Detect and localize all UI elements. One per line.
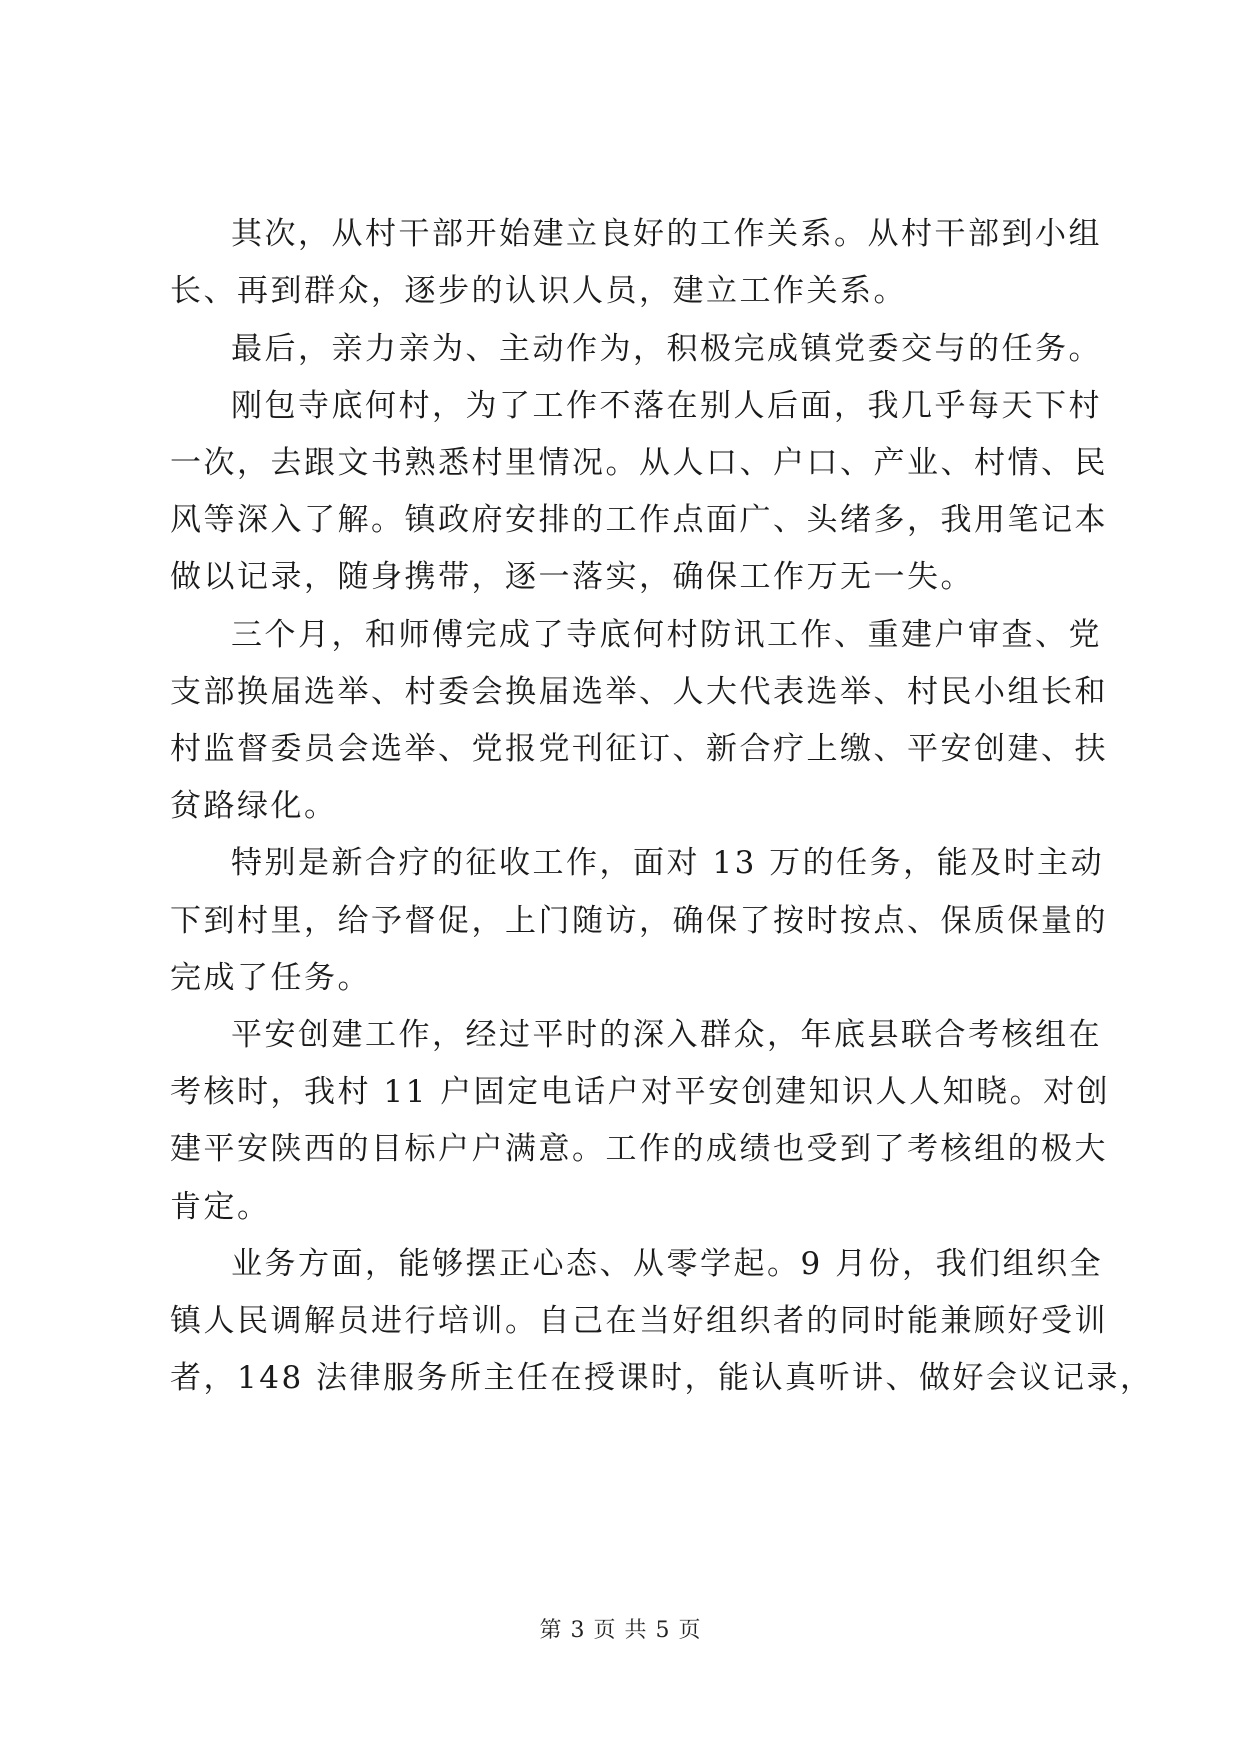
text-line: 三个月，和师傅完成了寺底何村防讯工作、重建户审查、党 <box>231 617 1102 653</box>
text-line: 做以记录，随身携带，逐一落实，确保工作万无一失。 <box>170 559 974 595</box>
text-line: 最后，亲力亲为、主动作为，积极完成镇党委交与的任务。 <box>231 331 1102 367</box>
text-line: 刚包寺底何村，为了工作不落在别人后面，我几乎每天下村 <box>231 388 1102 424</box>
text-line: 平安创建工作，经过平时的深入群众，年底县联合考核组在 <box>231 1017 1102 1053</box>
text-line: 其次，从村干部开始建立良好的工作关系。从村干部到小组 <box>231 216 1102 252</box>
text-line: 肯定。 <box>170 1189 271 1225</box>
text-line: 长、再到群众，逐步的认识人员，建立工作关系。 <box>170 273 907 309</box>
text-line: 业务方面，能够摆正心态、从零学起。9 月份，我们组织全 <box>231 1246 1104 1282</box>
text-line: 风等深入了解。镇政府安排的工作点面广、头绪多，我用笔记本 <box>170 502 1108 538</box>
page-number-footer: 第 3 页 共 5 页 <box>539 1618 702 1643</box>
text-line: 考核时，我村 11 户固定电话户对平安创建知识人人知晓。对创 <box>170 1074 1111 1110</box>
text-line: 镇人民调解员进行培训。自己在当好组织者的同时能兼顾好受训 <box>170 1303 1108 1339</box>
text-line: 下到村里，给予督促，上门随访，确保了按时按点、保质保量的 <box>170 903 1108 939</box>
text-line: 建平安陕西的目标户户满意。工作的成绩也受到了考核组的极大 <box>170 1131 1108 1167</box>
text-line: 者，148 法律服务所主任在授课时，能认真听讲、做好会议记录， <box>170 1360 1154 1396</box>
text-line: 完成了任务。 <box>170 960 371 996</box>
text-line: 特别是新合疗的征收工作，面对 13 万的任务，能及时主动 <box>231 845 1105 881</box>
text-line: 一次，去跟文书熟悉村里情况。从人口、户口、产业、村情、民 <box>170 445 1108 481</box>
text-line: 贫路绿化。 <box>170 788 338 824</box>
text-line: 支部换届选举、村委会换届选举、人大代表选举、村民小组长和 <box>170 674 1108 710</box>
text-line: 村监督委员会选举、党报党刊征订、新合疗上缴、平安创建、扶 <box>170 731 1108 767</box>
